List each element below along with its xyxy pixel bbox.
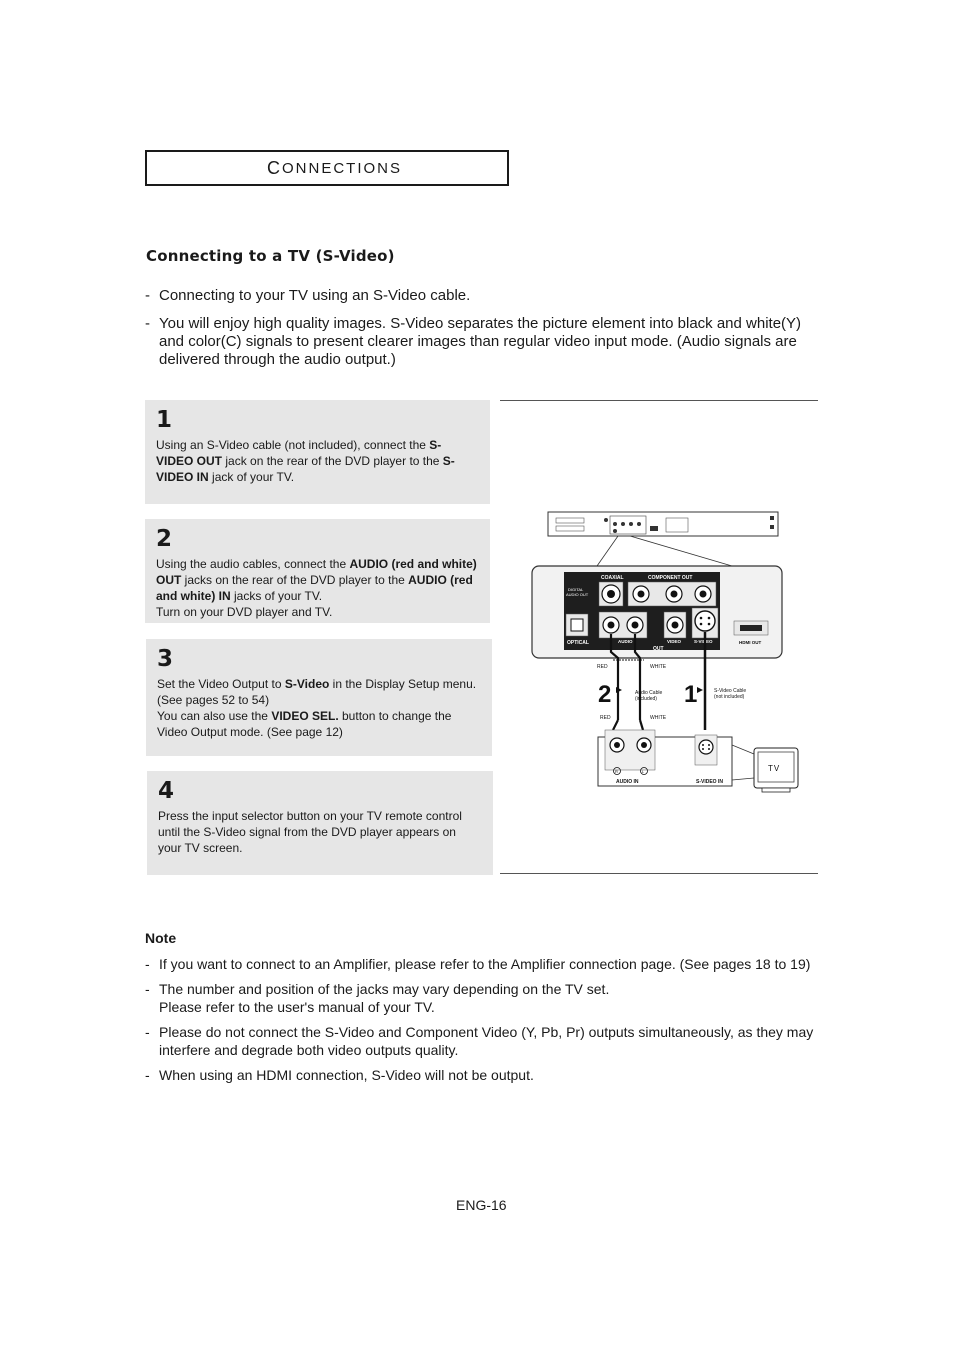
- note-text: When using an HDMI connection, S-Video will not be output.: [159, 1067, 534, 1083]
- section-title-initial: C: [267, 157, 282, 178]
- white-label-bottom: WHITE: [650, 715, 667, 721]
- step-number: 4: [158, 778, 175, 804]
- component-out-label: COMPONENT OUT: [648, 575, 693, 581]
- diagram-step-1-marker: 1: [684, 681, 698, 708]
- step-text: Using the audio cables, connect the AUDIO (red and white) OUT jacks on the rear of the DVD player to the AUDIO (red and white) IN jacks of your TV. Turn on your DVD player and TV.: [156, 557, 477, 619]
- step-2-panel: [145, 519, 490, 623]
- page-subtitle: Connecting to a TV (S-Video): [146, 247, 395, 265]
- step-text: Set the Video Output to S-Video in the Display Setup menu. (See pages 52 to 54) You can also use the VIDEO SEL. button to change the Video Output mode. (See page 12): [157, 677, 477, 739]
- note-item: - When using an HDMI connection, S-Video will not be output.: [145, 1067, 534, 1083]
- audio-cable-label-line2: (included): [635, 696, 657, 702]
- digital-audio-out-label-line1: DIGITAL: [568, 587, 584, 592]
- red-label-bottom: RED: [600, 715, 611, 721]
- s-video-out-label: S-VIDEO: [694, 639, 713, 644]
- note-text: Please do not connect the S-Video and Component Video (Y, Pb, Pr) outputs simultaneously, as they may interfere and degrade both video outputs quality.: [159, 1024, 814, 1058]
- tv-label: TV: [768, 764, 781, 773]
- intro-bullet-text: Connecting to your TV using an S-Video cable.: [159, 287, 471, 304]
- jack-r-label: R: [615, 769, 618, 774]
- coaxial-label: COAXIAL: [601, 575, 624, 581]
- step-text: Using an S-Video cable (not included), connect the S-VIDEO OUT jack on the rear of the DVD player to the S-VIDEO IN jack of your TV.: [156, 438, 455, 484]
- audio-out-label: AUDIO: [618, 639, 633, 644]
- audio-cable-label-line1: Audio Cable: [635, 690, 663, 696]
- step-3-panel: [146, 639, 492, 756]
- note-text: If you want to connect to an Amplifier, please refer to the Amplifier connection page. (See pages 18 to 19): [159, 956, 811, 972]
- optical-label: OPTICAL: [567, 640, 589, 646]
- video-out-label: VIDEO: [667, 639, 682, 644]
- rear-panel-closeup: [532, 566, 782, 658]
- tv-illustration: [754, 748, 798, 792]
- tv-input-panel: [598, 730, 754, 786]
- note-title: Note: [145, 930, 177, 946]
- intro-bullet: - Connecting to your TV using an S-Video cable.: [145, 287, 471, 304]
- audio-in-label: AUDIO IN: [616, 779, 639, 785]
- diagram-svg: [500, 400, 818, 874]
- step-4-panel: [147, 771, 493, 875]
- digital-audio-out-label-line2: AUDIO OUT: [566, 592, 589, 597]
- section-title-rest: ONNECTIONS: [282, 159, 403, 177]
- white-label-top: WHITE: [650, 664, 667, 670]
- note-list: [145, 955, 825, 1091]
- step-number: 3: [157, 646, 174, 672]
- note-item: - The number and position of the jacks may vary depending on the TV set. Please refer to the user's manual of your TV.: [145, 981, 610, 1015]
- step-1-panel: [145, 400, 490, 504]
- diagram-step-2-marker: 2: [598, 681, 612, 708]
- s-video-in-label: S-VIDEO IN: [696, 779, 723, 785]
- section-title-box: [145, 150, 509, 186]
- note-text: The number and position of the jacks may vary depending on the TV set. Please refer to the user's manual of your TV.: [159, 981, 610, 1015]
- note-item: - Please do not connect the S-Video and Component Video (Y, Pb, Pr) outputs simultaneously, as they may interfere and degrade both video outputs quality.: [145, 1023, 825, 1059]
- note-item: - If you want to connect to an Amplifier, please refer to the Amplifier connection page. (See pages 18 to 19): [145, 956, 811, 972]
- s-video-cable-label-line1: S-Video Cable: [714, 688, 747, 694]
- connection-diagram: [500, 400, 818, 874]
- page-number: ENG-16: [456, 1197, 507, 1213]
- out-label: OUT: [653, 646, 664, 652]
- dvd-player-illustration: [548, 512, 778, 536]
- step-1-arrow-icon: [697, 687, 703, 693]
- intro-bullet: - You will enjoy high quality images. S-Video separates the picture element into black and white(Y) and color(C) signals to present clearer images than regular video input mode. (Audio signals are delivered through the audio output.): [145, 315, 825, 369]
- step-number: 2: [156, 526, 173, 552]
- intro-bullets: [145, 287, 825, 379]
- step-text: Press the input selector button on your TV remote control until the S-Video signal from the DVD player appears on your TV screen.: [158, 809, 462, 855]
- jack-l-label: L: [642, 769, 645, 774]
- step-number: 1: [156, 407, 173, 433]
- intro-bullet-text: You will enjoy high quality images. S-Video separates the picture element into black and white(Y) and color(C) signals to present clearer images than regular video input mode. (Audio signals are delivered through the audio output.): [159, 315, 802, 368]
- s-video-cable-label-line2: (not included): [714, 694, 745, 700]
- hdmi-out-label: HDMI OUT: [739, 640, 762, 645]
- red-label-top: RED: [597, 664, 608, 670]
